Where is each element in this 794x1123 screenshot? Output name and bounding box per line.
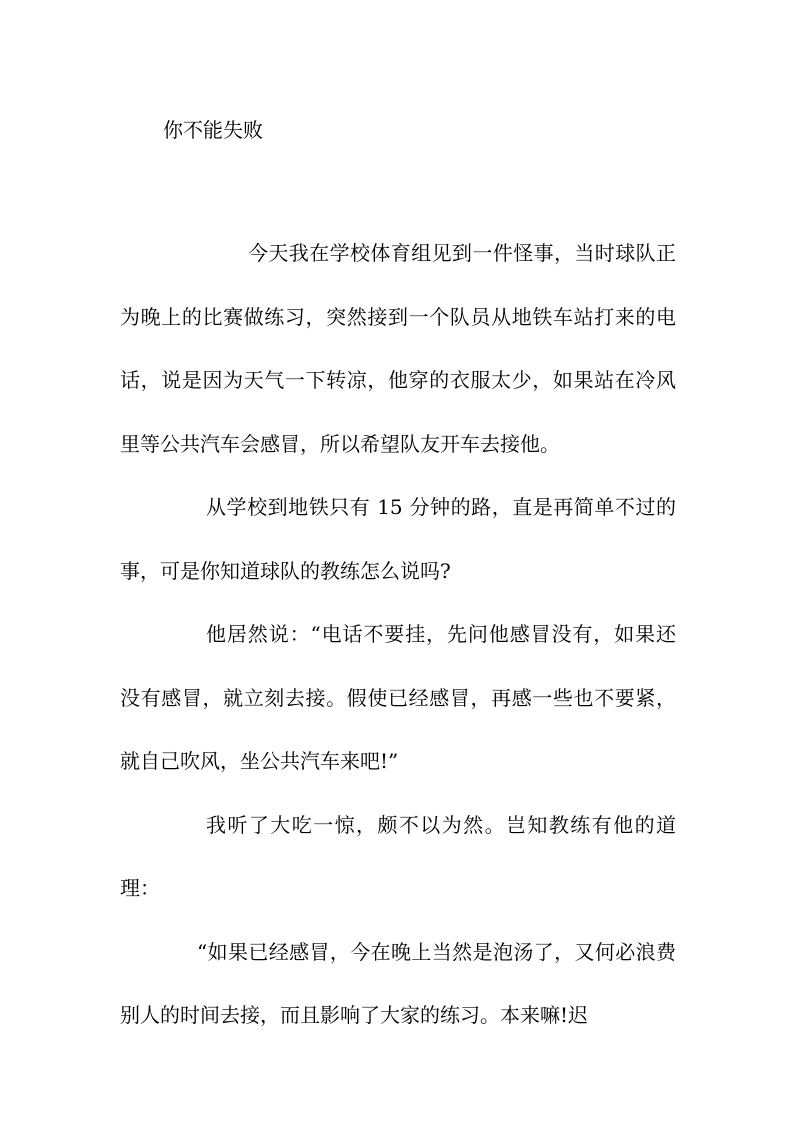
paragraph-1: 今天我在学校体育组见到一件怪事，当时球队正为晚上的比赛做练习，突然接到一个队员从地铁车站打来的电话，说是因为天气一下转凉，他穿的衣服太少，如果站在冷风里等公共汽车会感冒，所以希望队友开车去接他。 (120, 241, 676, 456)
paragraph-4: 我听了大吃一惊，颇不以为然。岂知教练有他的道理： (120, 812, 676, 900)
paragraph-2: 从学校到地铁只有 15 分钟的路，直是再简单不过的事，可是你知道球队的教练怎么说吗? (120, 495, 676, 583)
paragraph-5: “如果已经感冒，今在晚上当然是泡汤了，又何必浪费别人的时间去接，而且影响了大家的练习。本来嘛!迟 (120, 939, 676, 1027)
document-body (120, 222, 676, 1048)
paragraph-3: 他居然说：“电话不要挂，先问他感冒没有，如果还没有感冒，就立刻去接。假使已经感冒，再感一些也不要紧，就自己吹风，坐公共汽车来吧!” (120, 622, 676, 773)
document-title: 你不能失败 (163, 118, 263, 142)
